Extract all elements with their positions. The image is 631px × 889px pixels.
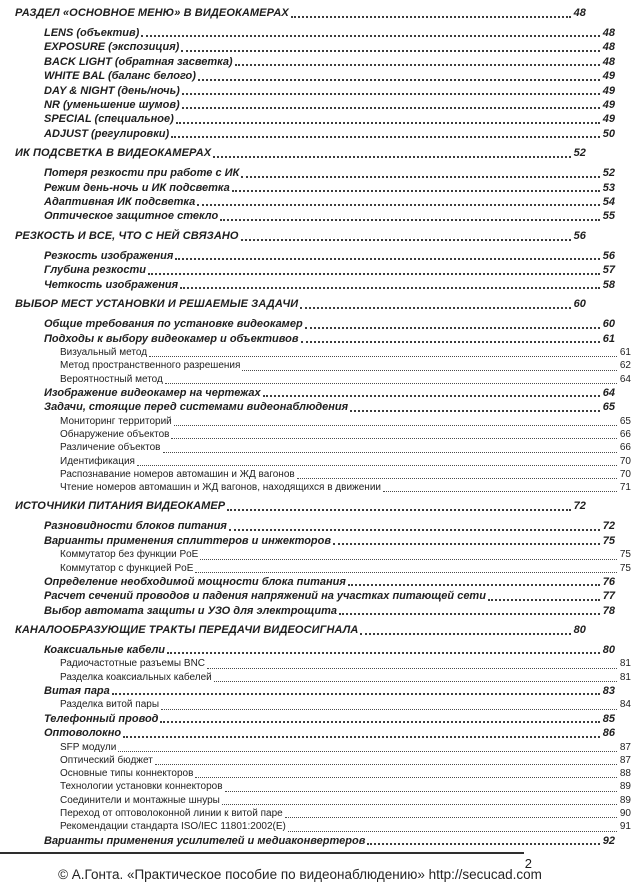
toc-entry[interactable]	[15, 98, 615, 112]
toc-entry-page: 49	[602, 84, 615, 97]
toc-entry-title: Технологии установки коннекторов	[60, 781, 223, 793]
toc-entry-title: SFP модули	[60, 741, 117, 753]
toc-entry-page: 54	[602, 196, 615, 209]
toc-entry[interactable]	[15, 297, 586, 312]
toc-entry-title: Расчет сечений проводов и падения напряжений на участках питающей сети	[44, 590, 486, 603]
toc-entry-title: Определение необходимой мощности блока питания	[44, 575, 346, 588]
toc-entry[interactable]	[15, 181, 615, 195]
dot-leader	[383, 491, 617, 492]
toc-entry[interactable]	[15, 127, 615, 141]
footer-divider	[0, 852, 524, 854]
toc-entry-title: Различение объектов	[60, 442, 161, 454]
toc-entry[interactable]	[15, 249, 615, 263]
toc-entry-page: 50	[602, 127, 615, 140]
toc-entry-page: 58	[602, 278, 615, 291]
dot-leader	[285, 817, 617, 818]
toc-entry[interactable]	[15, 575, 615, 589]
toc-entry-page: 80	[602, 644, 615, 657]
toc-entry-title: Визуальный метод	[60, 346, 148, 358]
dot-leader	[123, 736, 600, 738]
toc-entry[interactable]	[15, 623, 586, 638]
toc-entry-page: 77	[602, 590, 615, 603]
toc-entry[interactable]	[15, 834, 615, 848]
toc-entry[interactable]	[15, 6, 586, 21]
toc-entry-title: КАНАЛООБРАЗУЮЩИЕ ТРАКТЫ ПЕРЕДАЧИ ВИДЕОСИГНАЛА	[15, 624, 359, 637]
toc-entry-title: Чтение номеров автомашин и ЖД вагонов, находящихся в движении	[60, 482, 381, 494]
toc-entry-title: Варианты применения сплиттеров и инжекторов	[44, 534, 332, 547]
dot-leader	[232, 190, 600, 192]
toc-entry-title: Выбор автомата защиты и УЗО для электрощита	[44, 604, 338, 617]
toc-entry[interactable]	[15, 562, 631, 575]
dot-leader	[171, 136, 600, 138]
toc-entry[interactable]	[15, 481, 631, 494]
dot-leader	[141, 35, 599, 37]
toc-entry-title: SPECIAL (специальное)	[44, 113, 174, 126]
toc-entry-page: 53	[602, 181, 615, 194]
toc-entry[interactable]	[15, 386, 615, 400]
toc-entry-page: 91	[619, 821, 631, 833]
dot-leader	[197, 204, 600, 206]
toc-entry-page: 55	[602, 210, 615, 223]
toc-entry-title: BACK LIGHT (обратная засветка)	[44, 55, 233, 68]
toc-entry-title: EXPOSURE (экспозиция)	[44, 41, 180, 54]
toc-entry-page: 49	[602, 70, 615, 83]
toc-entry[interactable]	[15, 604, 615, 618]
toc-entry-page: 71	[619, 482, 631, 494]
dot-leader	[291, 16, 571, 18]
toc-entry[interactable]	[15, 741, 631, 754]
toc-entry[interactable]	[15, 112, 615, 126]
toc-list	[15, 6, 631, 848]
toc-entry[interactable]	[15, 195, 615, 209]
dot-leader	[182, 107, 600, 109]
dot-leader	[174, 425, 617, 426]
dot-leader	[148, 273, 600, 275]
toc-entry-page: 49	[602, 113, 615, 126]
toc-entry-title: WHITE BAL (баланс белого)	[44, 70, 196, 83]
dot-leader	[149, 356, 617, 357]
dot-leader	[198, 79, 600, 81]
toc-entry-page: 49	[602, 99, 615, 112]
toc-entry-page: 48	[602, 27, 615, 39]
toc-entry-page: 65	[602, 401, 615, 414]
dot-leader	[241, 239, 571, 241]
dot-leader	[220, 219, 600, 221]
toc-entry-page: 62	[619, 360, 631, 372]
toc-entry-page: 52	[573, 147, 586, 160]
toc-entry-page: 72	[573, 500, 586, 513]
toc-entry-page: 66	[619, 442, 631, 454]
toc-entry[interactable]	[15, 40, 615, 54]
toc-entry-page: 48	[602, 55, 615, 68]
toc-entry-page: 65	[619, 415, 631, 427]
toc-entry-page: 61	[602, 332, 615, 345]
toc-entry[interactable]	[15, 794, 631, 807]
toc-entry[interactable]	[15, 780, 631, 793]
toc-entry[interactable]	[15, 346, 631, 359]
toc-entry-page: 75	[619, 562, 631, 574]
toc-entry[interactable]	[15, 684, 615, 698]
dot-leader	[181, 50, 599, 52]
dot-leader	[242, 370, 616, 371]
dot-leader	[300, 307, 570, 309]
toc-entry-page: 85	[602, 712, 615, 725]
toc-entry-title: Идентификация	[60, 455, 135, 467]
dot-leader	[207, 668, 617, 669]
toc-entry[interactable]	[15, 643, 615, 657]
dot-leader	[112, 693, 600, 695]
toc-entry-page: 89	[619, 781, 631, 793]
dot-leader	[155, 764, 617, 765]
toc-entry-title: LENS (объектив)	[44, 27, 140, 39]
dot-leader	[333, 543, 600, 545]
dot-leader	[200, 559, 617, 560]
dot-leader	[161, 709, 617, 710]
dot-leader	[175, 258, 599, 260]
toc-entry[interactable]	[15, 26, 615, 40]
dot-leader	[297, 478, 617, 479]
toc-entry[interactable]	[15, 373, 631, 386]
toc-entry-title: Изображение видеокамер на чертежах	[44, 386, 261, 399]
toc-entry[interactable]	[15, 455, 631, 468]
toc-entry-page: 60	[573, 298, 586, 311]
dot-leader	[176, 122, 600, 124]
toc-entry-title: Разделка витой пары	[60, 699, 160, 711]
dot-leader	[213, 156, 570, 158]
dot-leader	[160, 721, 599, 723]
toc-entry-title: Задачи, стоящие перед системами видеонаблюдения	[44, 401, 349, 414]
dot-leader	[163, 452, 617, 453]
toc-entry-page: 84	[619, 699, 631, 711]
toc-entry-page: 57	[602, 264, 615, 277]
dot-leader	[288, 831, 617, 832]
toc-entry[interactable]	[15, 671, 631, 684]
toc-entry[interactable]	[15, 84, 615, 98]
toc-entry-title: Мониторинг территорий	[60, 415, 172, 427]
dot-leader	[171, 438, 616, 439]
toc-entry-page: 92	[602, 834, 615, 847]
toc-entry-page: 80	[573, 624, 586, 637]
footer-credit: © А.Гонта. «Практическое пособие по видеонаблюдению» http://secucad.com	[58, 867, 542, 882]
toc-entry-title: ИК ПОДСВЕТКА В ВИДЕОКАМЕРАХ	[15, 147, 212, 160]
toc-entry[interactable]	[15, 415, 631, 428]
dot-leader	[214, 681, 617, 682]
toc-entry-title: Коммутатор с функцией PoE	[60, 562, 194, 574]
toc-entry-page: 66	[619, 428, 631, 440]
toc-entry-title: Разделка коаксиальных кабелей	[60, 671, 212, 683]
toc-entry-title: Радиочастотные разъемы BNC	[60, 658, 206, 670]
toc-entry[interactable]	[15, 754, 631, 767]
toc-entry[interactable]	[15, 767, 631, 780]
toc-entry-title: Распознавание номеров автомашин и ЖД вагонов	[60, 468, 295, 480]
dot-leader	[222, 804, 617, 805]
dot-leader	[227, 509, 570, 511]
toc-entry-title: Витая пара	[44, 685, 110, 698]
toc-entry[interactable]	[15, 589, 615, 603]
toc-entry[interactable]	[15, 441, 631, 454]
toc-entry-title: Коммутатор без функции PoE	[60, 549, 199, 561]
dot-leader	[167, 652, 600, 654]
toc-entry[interactable]	[15, 146, 586, 161]
toc-entry-title: Метод пространственного разрешения	[60, 360, 241, 372]
toc-entry[interactable]	[15, 278, 615, 292]
dot-leader	[305, 327, 600, 329]
toc-entry-page: 75	[602, 534, 615, 547]
dot-leader	[225, 791, 617, 792]
toc-entry-title: Оптическое защитное стекло	[44, 210, 219, 223]
toc-entry-page: 56	[602, 249, 615, 262]
toc-entry-page: 87	[619, 754, 631, 766]
toc-entry-title: Разновидности блоков питания	[44, 520, 227, 533]
toc-entry-page: 75	[619, 549, 631, 561]
toc-entry[interactable]	[15, 400, 615, 414]
toc-entry[interactable]	[15, 726, 615, 740]
toc-entry-page: 87	[619, 741, 631, 753]
toc-entry-page: 76	[602, 575, 615, 588]
toc-entry-title: Переход от оптоволоконной линии к витой паре	[60, 808, 283, 820]
dot-leader	[180, 287, 600, 289]
toc-entry[interactable]	[15, 548, 631, 561]
toc-entry[interactable]	[15, 428, 631, 441]
toc-entry-title: Режим день-ночь и ИК подсветка	[44, 181, 230, 194]
toc-entry-title: ADJUST (регулировки)	[44, 127, 170, 140]
dot-leader	[367, 843, 599, 845]
toc-entry[interactable]	[15, 263, 615, 277]
toc-entry-title: ВЫБОР МЕСТ УСТАНОВКИ И РЕШАЕМЫЕ ЗАДАЧИ	[15, 298, 299, 311]
toc-entry[interactable]	[15, 820, 631, 833]
toc-entry-title: DAY & NIGHT (день/ночь)	[44, 84, 180, 97]
toc-entry-title: Вероятностный метод	[60, 373, 163, 385]
toc-entry-page: 90	[619, 808, 631, 820]
toc-entry-page: 81	[619, 671, 631, 683]
dot-leader	[488, 599, 600, 601]
toc-entry-page: 89	[619, 794, 631, 806]
toc-entry[interactable]	[15, 698, 631, 711]
dot-leader	[118, 751, 617, 752]
toc-entry[interactable]	[15, 359, 631, 372]
dot-leader	[348, 584, 600, 586]
dot-leader	[339, 613, 600, 615]
toc-entry-title: Потеря резкости при работе с ИК	[44, 167, 240, 180]
toc-entry-page: 56	[573, 229, 586, 242]
toc-entry-title: РАЗДЕЛ «ОСНОВНОЕ МЕНЮ» В ВИДЕОКАМЕРАХ	[15, 7, 289, 19]
toc-entry-title: Подходы к выбору видеокамер и объективов	[44, 332, 299, 345]
toc-entry[interactable]	[15, 534, 615, 548]
dot-leader	[241, 176, 599, 178]
toc-entry[interactable]	[15, 209, 615, 223]
toc-entry-title: Телефонный провод	[44, 712, 159, 725]
toc-entry-title: Соединители и монтажные шнуры	[60, 794, 220, 806]
toc-entry-page: 78	[602, 604, 615, 617]
toc-entry-page: 88	[619, 768, 631, 780]
page-number: 2	[524, 856, 532, 871]
toc-entry[interactable]	[15, 55, 615, 69]
toc-entry-title: Варианты применения усилителей и медиаконвертеров	[44, 834, 366, 847]
toc-entry-page: 81	[619, 658, 631, 670]
toc-entry-title: Резкость изображения	[44, 249, 174, 262]
dot-leader	[165, 383, 617, 384]
dot-leader	[229, 529, 600, 531]
toc-entry-title: Четкость изображения	[44, 278, 179, 291]
toc-entry-title: Оптический бюджет	[60, 754, 153, 766]
toc-entry-title: Обнаружение объектов	[60, 428, 170, 440]
dot-leader	[137, 465, 617, 466]
toc-entry-title: Адаптивная ИК подсветка	[44, 196, 196, 209]
dot-leader	[263, 395, 600, 397]
toc-entry[interactable]	[15, 468, 631, 481]
dot-leader	[235, 64, 600, 66]
toc-entry[interactable]	[15, 69, 615, 83]
toc-entry[interactable]	[15, 807, 631, 820]
toc-entry-title: ИСТОЧНИКИ ПИТАНИЯ ВИДЕОКАМЕР	[15, 500, 226, 513]
toc-entry[interactable]	[15, 229, 586, 244]
toc-entry-page: 60	[602, 318, 615, 331]
dot-leader	[350, 410, 600, 412]
toc-entry-title: РЕЗКОСТЬ И ВСЕ, ЧТО С НЕЙ СВЯЗАНО	[15, 229, 239, 242]
toc-entry-page: 64	[619, 373, 631, 385]
dot-leader	[301, 341, 600, 343]
toc-entry-page: 61	[619, 346, 631, 358]
toc-entry-title: Общие требования по установке видеокамер	[44, 318, 303, 331]
toc-entry-page: 70	[619, 468, 631, 480]
dot-leader	[182, 93, 600, 95]
dot-leader	[360, 633, 570, 635]
toc-entry[interactable]	[15, 317, 615, 331]
toc-entry-page: 48	[602, 41, 615, 54]
toc-entry[interactable]	[15, 332, 615, 346]
toc-entry-page: 48	[573, 7, 586, 19]
toc-entry[interactable]	[15, 657, 631, 670]
toc-entry[interactable]	[15, 712, 615, 726]
toc-entry-title: Глубина резкости	[44, 264, 146, 277]
toc-entry-title: Основные типы коннекторов	[60, 768, 194, 780]
toc-entry[interactable]	[15, 499, 586, 514]
toc-entry[interactable]	[15, 519, 615, 533]
toc-entry-page: 86	[602, 727, 615, 740]
toc-entry-page: 52	[602, 167, 615, 180]
dot-leader	[195, 572, 617, 573]
toc-entry-page: 70	[619, 455, 631, 467]
toc-entry-title: Коаксиальные кабели	[44, 644, 166, 657]
toc-entry-title: NR (уменьшение шумов)	[44, 99, 180, 112]
dot-leader	[195, 777, 616, 778]
toc-entry-page: 83	[602, 685, 615, 698]
toc-entry-title: Оптоволокно	[44, 727, 122, 740]
toc-entry-title: Рекомендации стандарта ISO/IEC 11801:2002(E)	[60, 821, 286, 833]
toc-entry[interactable]	[15, 166, 615, 180]
toc-entry-page: 64	[602, 386, 615, 399]
toc-entry-page: 72	[602, 520, 615, 533]
